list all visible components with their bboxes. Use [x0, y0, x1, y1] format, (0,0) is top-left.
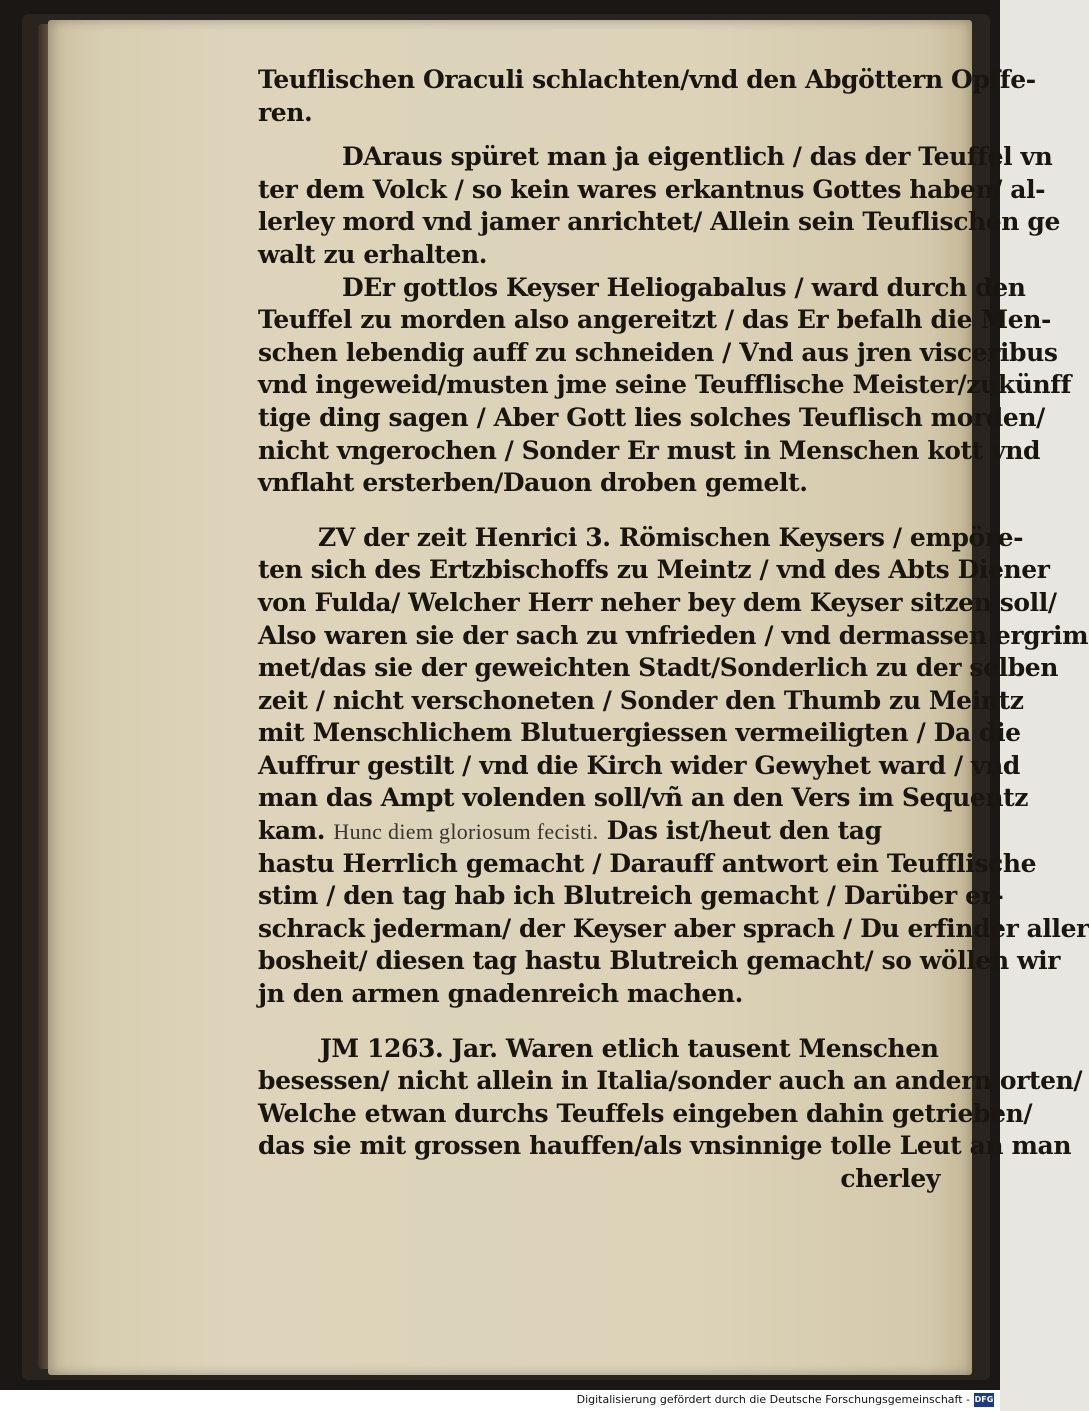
text-line: zeit / nicht verschoneten / Sonder den Thumb zu Meintz [258, 685, 1024, 715]
text-line: Auffrur gestilt / vnd die Kirch wider Gewyhet ward / vnd [258, 750, 1020, 780]
text-line: mit Menschlichem Blutuergiessen vermeiligten / Da die [258, 718, 1021, 748]
text-line: nicht vngerochen / Sonder Er must in Menschen kott vnd [258, 435, 1041, 465]
text-line: JM 1263. Jar. Waren etlich tausent Menschen [320, 1033, 939, 1063]
text-line: DEr gottlos Keyser Heliogabalus / ward durch den [342, 272, 1026, 302]
text-segment: kam. [258, 816, 326, 846]
text-line: besessen/ nicht allein in Italia/sonder auch an andern orten/ [258, 1066, 1083, 1096]
text-line: ter dem Volck / so kein wares erkantnus Gottes haben/ al- [258, 174, 1046, 204]
text-line: Teuffel zu morden also angereitzt / das Er befalh die Men- [258, 305, 1052, 335]
mixed-text-line [258, 815, 958, 848]
text-line: ZV der zeit Henrici 3. Römischen Keysers / empöre- [318, 522, 1024, 552]
text-line: Teuflischen Oraculi schlachten/vnd den Abgöttern Opffe- [258, 65, 1036, 94]
paragraph-gap [258, 1011, 958, 1033]
text-line: man das Ampt volenden soll/vñ an den Vers im Sequentz [258, 783, 1029, 813]
text-line: jn den armen gnadenreich machen. [258, 979, 743, 1009]
text-line: walt zu erhalten. [258, 239, 488, 269]
text-line: das sie mit grossen hauffen/als vnsinnige tolle Leut an man [258, 1131, 1072, 1161]
text-line: met/das sie der geweichten Stadt/Sonderlich zu der selben [258, 653, 1059, 683]
text-line: schen lebendig auff zu schneiden / Vnd aus jren visceribus [258, 337, 1058, 367]
text-line: DAraus spüret man ja eigentlich / das der Teuffel vn [342, 142, 1053, 172]
text-line: tige ding sagen / Aber Gott lies solches Teuflisch morden/ [258, 402, 1045, 432]
text-line: Also waren sie der sach zu vnfrieden / vnd dermassen ergrim [258, 620, 1089, 650]
text-line: lerley mord vnd jamer anrichtet/ Allein sein Teuflischen ge [258, 207, 1060, 237]
text-line: ren. [258, 97, 313, 127]
text-line: vnflaht ersterben/Dauon droben gemelt. [258, 468, 808, 498]
text-line: bosheit/ diesen tag hastu Blutreich gemacht/ so wöllen wir [258, 946, 1061, 976]
text-line: hastu Herrlich gemacht / Darauff antwort ein Teufflische [258, 848, 1037, 878]
attribution-footer [0, 1390, 1000, 1411]
text-line: schrack jederman/ der Keyser aber sprach / Du erfinder aller [258, 913, 1089, 943]
text-line: Welche etwan durchs Teuffels eingeben dahin getrieben/ [258, 1098, 1033, 1128]
text-line: von Fulda/ Welcher Herr neher bey dem Keyser sitzen soll/ [258, 587, 1057, 617]
paragraph-gap [258, 129, 958, 141]
page-text [258, 64, 1089, 1196]
catchword: cherley [840, 1164, 940, 1193]
dfg-logo: DFG [974, 1393, 994, 1407]
text-line: stim / den tag hab ich Blutreich gemacht / Darüber er- [258, 881, 1004, 911]
text-line: ten sich des Ertzbischoffs zu Meintz / vnd des Abts Diener [258, 555, 1050, 585]
paragraph-gap [258, 500, 958, 522]
text-segment: Das ist/heut den tag [606, 816, 882, 846]
text-line: vnd ingeweid/musten jme seine Teufflische Meister/zukünff [258, 370, 1071, 400]
footer-credit: Digitalisierung gefördert durch die Deutsche Forschungsgemeinschaft - [576, 1393, 970, 1406]
latin-quote: Hunc diem gloriosum fecisti. [333, 819, 599, 845]
